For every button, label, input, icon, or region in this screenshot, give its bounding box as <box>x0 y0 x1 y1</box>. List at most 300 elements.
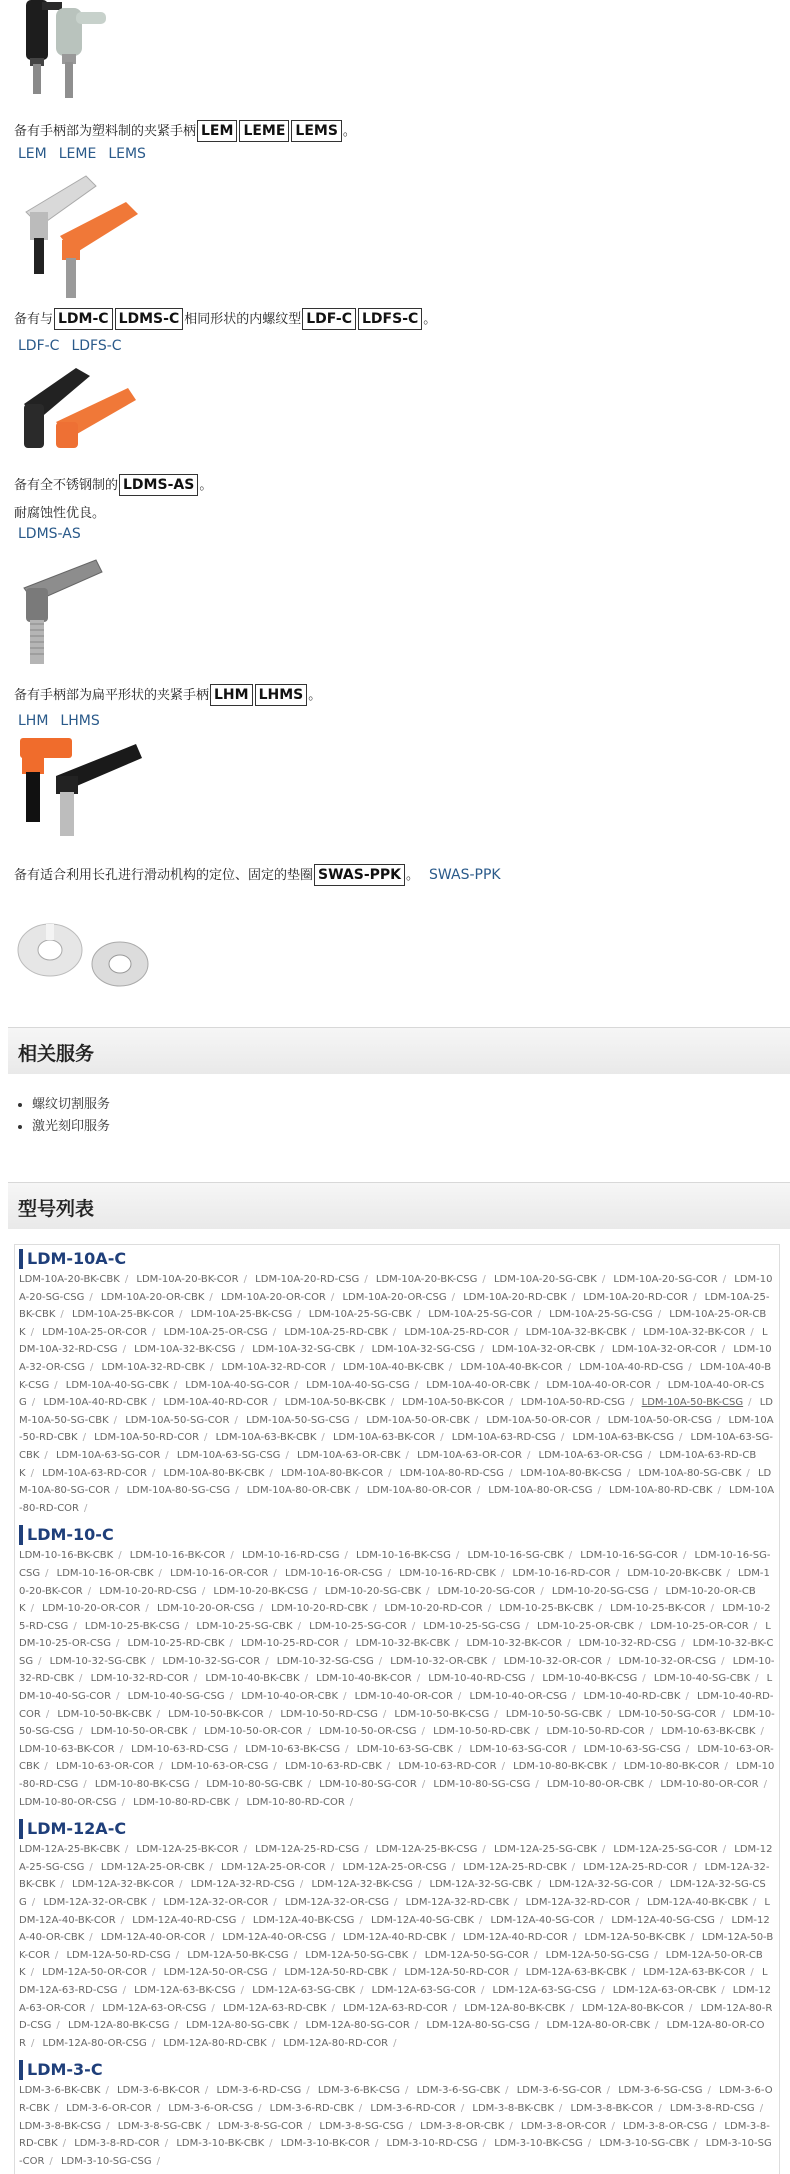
model-code-link[interactable]: LDM-10A-63-BK-COR <box>332 1432 436 1444</box>
model-code-link[interactable]: LDM-12A-80-SG-CSG <box>426 2020 530 2032</box>
lhm-link[interactable]: LHM <box>18 713 49 729</box>
model-code-link[interactable]: LDM-3-10-BK-CBK <box>176 2138 265 2150</box>
model-code-link[interactable]: LDM-10A-20-OR-CSG <box>342 1291 447 1303</box>
model-code-link[interactable]: LDM-10A-50-OR-COR <box>486 1414 592 1426</box>
model-code-link[interactable]: LDM-10-80-BK-COR <box>623 1761 720 1773</box>
model-code-link[interactable]: LDM-10A-40-BK-COR <box>460 1361 563 1373</box>
model-code-link[interactable]: LDM-3-10-SG-COR <box>19 2138 772 2167</box>
model-code-link[interactable]: LDM-12A-63-OR-COR <box>19 1984 771 2014</box>
model-code-link[interactable]: LDM-10-25-SG-COR <box>309 1620 407 1632</box>
model-code-link[interactable]: LDM-12A-32-SG-CBK <box>429 1879 533 1891</box>
model-code-link[interactable]: LDM-10A-63-SG-COR <box>55 1449 161 1461</box>
model-code-link[interactable]: LDM-12A-80-RD-CBK <box>163 2037 267 2049</box>
model-code-link[interactable]: LDM-10-32-SG-COR <box>162 1655 261 1667</box>
model-code-link[interactable]: LDM-12A-25-OR-CBK <box>100 1861 205 1873</box>
model-code-link[interactable]: LDM-12A-80-RD-COR <box>283 2037 389 2049</box>
model-code-link[interactable]: LDM-10-20-OR-CBK <box>19 1585 756 1615</box>
model-code-link[interactable]: LDM-10A-40-OR-CSG <box>19 1379 765 1409</box>
model-code-link[interactable]: LDM-10A-50-RD-CBK <box>19 1414 774 1444</box>
model-code-link[interactable]: LDM-12A-25-BK-COR <box>136 1844 239 1856</box>
model-code-link[interactable]: LDM-10-80-OR-CSG <box>19 1796 117 1808</box>
model-code-link[interactable]: LDM-10-80-OR-COR <box>660 1779 759 1791</box>
ldfs-c-tag[interactable]: LDFS-C <box>358 308 422 330</box>
model-code-link[interactable]: LDM-3-10-SG-CSG <box>60 2155 152 2167</box>
model-code-link[interactable]: LDM-10-20-OR-CSG <box>156 1603 255 1615</box>
model-code-link[interactable]: LDM-10-63-OR-CBK <box>19 1743 774 1773</box>
model-code-link[interactable]: LDM-12A-50-RD-COR <box>404 1967 510 1979</box>
model-code-link[interactable]: LDM-12A-80-RD-CSG <box>19 2002 773 2032</box>
model-code-link[interactable]: LDM-12A-25-RD-CBK <box>463 1861 567 1873</box>
model-code-link[interactable]: LDM-10-25-BK-CBK <box>499 1603 594 1615</box>
model-code-link[interactable]: LDM-10-25-BK-COR <box>610 1603 706 1615</box>
model-code-link[interactable]: LDM-10-40-SG-CBK <box>653 1673 751 1685</box>
model-code-link[interactable]: LDM-12A-63-RD-CBK <box>222 2002 327 2014</box>
lhms-tag[interactable]: LHMS <box>255 684 308 706</box>
model-code-link[interactable]: LDM-3-6-BK-CSG <box>317 2085 400 2097</box>
model-code-link[interactable]: LDM-12A-32-OR-COR <box>163 1897 269 1908</box>
leme-tag[interactable]: LEME <box>239 120 289 142</box>
model-code-link[interactable]: LDM-10-50-BK-COR <box>168 1708 264 1720</box>
ldms-c-tag[interactable]: LDMS-C <box>115 308 184 330</box>
model-code-link[interactable]: LDM-10A-25-SG-COR <box>428 1309 533 1321</box>
model-code-link[interactable]: LDM-10A-32-RD-CBK <box>101 1361 205 1373</box>
model-code-link[interactable]: LDM-3-6-OR-COR <box>66 2102 152 2114</box>
model-code-link[interactable]: LDM-3-8-OR-CBK <box>420 2120 505 2132</box>
model-code-link[interactable]: LDM-10-40-OR-CSG <box>469 1691 568 1703</box>
model-code-link[interactable]: LDM-3-10-SG-CBK <box>599 2138 690 2150</box>
model-code-link[interactable]: LDM-10-80-BK-CSG <box>94 1779 190 1791</box>
model-code-link[interactable]: LDM-12A-80-OR-COR <box>19 2020 765 2049</box>
model-code-link[interactable]: LDM-3-8-BK-COR <box>570 2102 654 2114</box>
model-code-link[interactable]: LDM-10A-63-BK-CSG <box>572 1432 674 1444</box>
lems-link[interactable]: LEMS <box>108 146 146 162</box>
model-code-link[interactable]: LDM-10-32-SG-CBK <box>49 1655 146 1667</box>
model-group-title[interactable]: LDM-12A-C <box>19 1819 775 1839</box>
model-code-link[interactable]: LDM-10A-50-SG-COR <box>125 1414 230 1426</box>
model-code-link[interactable]: LDM-12A-25-OR-COR <box>220 1861 326 1873</box>
model-code-link[interactable]: LDM-10-40-BK-CSG <box>542 1673 638 1685</box>
model-code-link[interactable]: LDM-10-50-BK-CSG <box>394 1708 490 1720</box>
model-code-link[interactable]: LDM-10A-40-SG-COR <box>185 1379 290 1391</box>
model-code-link[interactable]: LDM-12A-40-RD-COR <box>463 1932 568 1944</box>
model-code-link[interactable]: LDM-10A-25-SG-CBK <box>308 1309 412 1321</box>
model-code-link[interactable]: LDM-10A-80-RD-COR <box>19 1485 775 1514</box>
lhms-link[interactable]: LHMS <box>60 713 100 729</box>
model-code-link[interactable]: LDM-10-16-BK-CBK <box>19 1550 114 1562</box>
model-code-link[interactable]: LDM-12A-40-OR-CSG <box>222 1932 327 1944</box>
model-code-link[interactable]: LDM-10-80-OR-CBK <box>546 1779 644 1791</box>
model-code-link[interactable]: LDM-12A-32-BK-CSG <box>311 1879 413 1891</box>
model-code-link[interactable]: LDM-3-6-RD-CBK <box>269 2102 354 2114</box>
model-code-link[interactable]: LDM-12A-40-RD-CBK <box>343 1932 447 1944</box>
model-code-link[interactable]: LDM-12A-50-OR-CBK <box>19 1949 763 1979</box>
model-code-link[interactable]: LDM-12A-25-RD-COR <box>583 1861 689 1873</box>
model-code-link[interactable]: LDM-12A-50-OR-COR <box>42 1967 148 1979</box>
model-code-link[interactable]: LDM-10A-40-RD-COR <box>163 1397 269 1409</box>
model-code-link[interactable]: LDM-12A-63-OR-CBK <box>612 1984 717 1996</box>
model-code-link[interactable]: LDM-10-40-SG-CSG <box>127 1691 225 1703</box>
model-code-link[interactable]: LDM-12A-63-OR-CSG <box>102 2002 207 2014</box>
model-code-link[interactable]: LDM-10-25-OR-CSG <box>19 1620 771 1650</box>
model-code-link[interactable]: LDM-10-40-OR-CBK <box>241 1691 339 1703</box>
model-code-link[interactable]: LDM-10A-32-OR-COR <box>611 1344 717 1356</box>
model-code-link[interactable]: LDM-10A-50-SG-CSG <box>246 1414 350 1426</box>
model-code-link[interactable]: LDM-3-6-RD-CSG <box>216 2085 302 2097</box>
model-code-link[interactable]: LDM-10A-25-OR-COR <box>42 1326 148 1338</box>
model-code-link[interactable]: LDM-10-40-BK-CBK <box>205 1673 300 1685</box>
model-code-link[interactable]: LDM-12A-80-BK-CBK <box>464 2002 566 2014</box>
model-code-link[interactable]: LDM-12A-32-OR-CBK <box>43 1897 147 1908</box>
model-code-link[interactable]: LDM-10A-50-SG-CBK <box>19 1397 773 1426</box>
model-code-link[interactable]: LDM-10A-80-RD-CSG <box>399 1467 504 1479</box>
model-code-link[interactable]: LDM-10-40-RD-COR <box>19 1691 774 1720</box>
model-code-link[interactable]: LDM-10A-63-BK-CBK <box>215 1432 317 1444</box>
model-code-link[interactable]: LDM-10-63-BK-CSG <box>245 1743 341 1755</box>
model-code-link[interactable]: LDM-10-16-RD-CSG <box>241 1550 340 1562</box>
model-code-link[interactable]: LDM-10-20-SG-CBK <box>324 1585 422 1597</box>
model-code-link[interactable]: LDM-10A-32-BK-COR <box>643 1326 746 1338</box>
model-code-link[interactable]: LDM-10-20-OR-COR <box>42 1603 141 1615</box>
model-code-link[interactable]: LDM-10A-20-SG-CBK <box>493 1274 597 1285</box>
model-code-link[interactable]: LDM-10-32-BK-COR <box>466 1638 563 1650</box>
model-code-link[interactable]: LDM-10A-63-SG-CBK <box>19 1432 774 1461</box>
model-code-link[interactable]: LDM-10A-25-SG-CSG <box>549 1309 653 1321</box>
model-code-link[interactable]: LDM-10-50-SG-CBK <box>505 1708 603 1720</box>
model-code-link[interactable]: LDM-10-32-OR-CSG <box>618 1655 717 1667</box>
model-code-link[interactable]: LDM-10A-80-BK-COR <box>280 1467 384 1479</box>
model-code-link[interactable]: LDM-10A-40-SG-CBK <box>65 1379 169 1391</box>
model-code-link[interactable]: LDM-10-20-BK-CBK <box>627 1567 722 1579</box>
model-code-link[interactable]: LDM-10A-32-BK-CBK <box>525 1326 627 1338</box>
model-code-link[interactable]: LDM-10-63-SG-COR <box>469 1743 568 1755</box>
model-code-link[interactable]: LDM-10-20-BK-COR <box>19 1567 770 1597</box>
model-code-link[interactable]: LDM-10-20-RD-COR <box>384 1603 483 1615</box>
model-code-link[interactable]: LDM-12A-40-OR-CBK <box>19 1914 770 1944</box>
model-code-link[interactable]: LDM-10A-25-BK-CSG <box>190 1309 293 1321</box>
model-code-link[interactable]: LDM-12A-40-RD-CSG <box>132 1914 237 1926</box>
model-code-link[interactable]: LDM-3-8-OR-COR <box>520 2120 607 2132</box>
model-code-link[interactable]: LDM-10-80-RD-CSG <box>19 1761 775 1791</box>
model-code-link[interactable]: LDM-12A-63-SG-CSG <box>492 1984 597 1996</box>
model-code-link[interactable]: LDM-10A-80-RD-CBK <box>609 1485 713 1497</box>
model-code-link[interactable]: LDM-10A-80-OR-CSG <box>488 1485 593 1497</box>
model-code-link[interactable]: LDM-3-8-RD-COR <box>74 2138 160 2150</box>
model-code-link[interactable]: LDM-12A-25-SG-CSG <box>19 1844 773 1873</box>
model-code-link[interactable]: LDM-10-50-OR-CBK <box>90 1726 188 1738</box>
swas-ppk-tag[interactable]: SWAS-PPK <box>314 864 405 886</box>
model-code-link[interactable]: LDM-12A-80-BK-COR <box>581 2002 685 2014</box>
model-code-link[interactable]: LDM-10A-50-BK-COR <box>402 1397 505 1409</box>
model-code-link[interactable]: LDM-12A-40-SG-COR <box>490 1914 595 1926</box>
model-code-link[interactable]: LDM-10-25-BK-CSG <box>84 1620 180 1632</box>
model-code-link[interactable]: LDM-10-40-OR-COR <box>354 1691 453 1703</box>
model-code-link[interactable]: LDM-3-8-RD-CSG <box>669 2102 755 2114</box>
model-code-link[interactable]: LDM-10-16-RD-CBK <box>399 1567 496 1579</box>
model-group-title[interactable]: LDM-3-C <box>19 2060 775 2080</box>
swas-ppk-link[interactable]: SWAS-PPK <box>429 867 501 883</box>
model-code-link[interactable]: LDM-12A-50-BK-CBK <box>584 1932 686 1944</box>
model-code-link[interactable]: LDM-10-16-OR-COR <box>170 1567 269 1579</box>
model-code-link[interactable]: LDM-10-25-SG-CBK <box>196 1620 293 1632</box>
model-code-link[interactable]: LDM-10-20-SG-CSG <box>551 1585 649 1597</box>
model-code-link[interactable]: LDM-10-40-RD-CSG <box>428 1673 526 1685</box>
model-code-link[interactable]: LDM-10A-32-BK-CSG <box>134 1344 236 1356</box>
model-code-link[interactable]: LDM-10A-25-BK-CBK <box>19 1291 770 1321</box>
service-laser-marking[interactable]: • 激光刻印服务 <box>32 1116 110 1138</box>
model-code-link[interactable]: LDM-3-6-BK-COR <box>117 2085 200 2097</box>
model-code-link[interactable]: LDM-10-25-OR-CBK <box>536 1620 634 1632</box>
model-code-link[interactable]: LDM-10-25-RD-CBK <box>127 1638 225 1650</box>
model-code-link[interactable]: LDM-10A-80-BK-CSG <box>520 1467 622 1479</box>
model-code-link[interactable]: LDM-12A-32-RD-CSG <box>190 1879 295 1891</box>
model-code-link[interactable]: LDM-10A-20-SG-COR <box>613 1274 718 1285</box>
model-code-link[interactable]: LDM-12A-80-OR-CSG <box>42 2037 147 2049</box>
model-code-link[interactable]: LDM-10-32-SG-CSG <box>276 1655 374 1667</box>
model-code-link[interactable]: LDM-10A-25-RD-CBK <box>284 1326 388 1338</box>
model-code-link[interactable]: LDM-10-40-RD-CBK <box>583 1691 681 1703</box>
model-code-link[interactable]: LDM-10-25-OR-COR <box>650 1620 749 1632</box>
model-code-link[interactable]: LDM-10-32-RD-COR <box>90 1673 189 1685</box>
lems-tag[interactable]: LEMS <box>291 120 342 142</box>
model-code-link[interactable]: LDM-10A-80-SG-COR <box>19 1467 772 1497</box>
model-code-link[interactable]: LDM-12A-50-SG-CBK <box>305 1949 409 1961</box>
model-code-link[interactable]: LDM-12A-25-SG-COR <box>613 1844 718 1856</box>
model-code-link[interactable]: LDM-10-16-RD-COR <box>512 1567 611 1579</box>
model-code-link[interactable]: LDM-10-16-BK-CSG <box>356 1550 451 1562</box>
model-code-link[interactable]: LDM-12A-63-SG-COR <box>371 1984 476 1996</box>
model-code-link[interactable]: LDM-3-6-SG-COR <box>516 2085 602 2097</box>
model-code-link[interactable]: LDM-10-25-RD-COR <box>240 1638 340 1650</box>
lem-link[interactable]: LEM <box>18 146 47 162</box>
model-code-link[interactable]: LDM-10-63-RD-COR <box>398 1761 497 1773</box>
model-code-link[interactable]: LDM-10-25-SG-CSG <box>423 1620 521 1632</box>
model-code-link[interactable]: LDM-12A-32-OR-CSG <box>284 1897 390 1908</box>
model-code-link[interactable]: LDM-10A-32-RD-CSG <box>19 1326 768 1356</box>
model-code-link[interactable]: LDM-10-63-BK-CBK <box>661 1726 756 1738</box>
model-code-link[interactable]: LDM-10A-25-BK-COR <box>71 1309 175 1321</box>
model-code-link[interactable]: LDM-10A-25-RD-COR <box>404 1326 510 1338</box>
model-code-link[interactable]: LDM-10-50-BK-CBK <box>57 1708 152 1720</box>
model-code-link[interactable]: LDM-10-16-SG-COR <box>580 1550 678 1562</box>
model-code-link[interactable]: LDM-3-6-OR-CBK <box>19 2085 773 2114</box>
model-code-link[interactable]: LDM-10A-32-SG-CSG <box>371 1344 476 1356</box>
model-code-link[interactable]: LDM-12A-63-RD-CSG <box>19 1967 768 1996</box>
model-code-link[interactable]: LDM-10-50-SG-CSG <box>19 1708 775 1738</box>
model-code-link[interactable]: LDM-12A-50-BK-CSG <box>187 1949 289 1961</box>
model-code-link[interactable]: LDM-12A-25-SG-CBK <box>493 1844 597 1856</box>
model-code-link[interactable]: LDM-10-50-RD-CBK <box>433 1726 530 1738</box>
model-code-link[interactable]: LDM-10A-80-OR-CBK <box>246 1485 351 1497</box>
model-code-link[interactable]: LDM-10-32-OR-COR <box>503 1655 603 1667</box>
model-code-link[interactable]: LDM-10A-50-BK-CBK <box>284 1397 386 1409</box>
model-code-link[interactable]: LDM-10-63-BK-COR <box>19 1743 115 1755</box>
model-code-link[interactable]: LDM-10A-40-BK-CBK <box>342 1361 444 1373</box>
model-code-link[interactable]: LDM-12A-32-SG-COR <box>548 1879 654 1891</box>
model-code-link[interactable]: LDM-10A-20-OR-CBK <box>100 1291 205 1303</box>
model-code-link[interactable]: LDM-10-63-SG-CSG <box>583 1743 681 1755</box>
model-code-link[interactable]: LDM-10A-20-OR-COR <box>220 1291 326 1303</box>
model-code-link[interactable]: LDM-10A-40-OR-CBK <box>426 1379 530 1391</box>
model-code-link[interactable]: LDM-10-63-RD-CSG <box>131 1743 229 1755</box>
model-code-link[interactable]: LDM-10-16-SG-CBK <box>467 1550 564 1562</box>
model-code-link[interactable]: LDM-12A-50-SG-CSG <box>545 1949 650 1961</box>
model-code-link[interactable]: LDM-12A-63-SG-CBK <box>252 1984 356 1996</box>
model-code-link[interactable]: LDM-10A-50-RD-COR <box>94 1432 200 1444</box>
model-code-link[interactable]: LDM-10-50-RD-CSG <box>280 1708 378 1720</box>
model-code-link[interactable]: LDM-10-16-BK-COR <box>129 1550 226 1562</box>
model-code-link[interactable]: LDM-3-6-RD-COR <box>370 2102 456 2114</box>
model-code-link[interactable]: LDM-10-50-SG-COR <box>618 1708 717 1720</box>
model-code-link[interactable]: LDM-3-6-SG-CSG <box>618 2085 703 2097</box>
model-code-link[interactable]: LDM-12A-50-RD-CBK <box>284 1967 388 1979</box>
model-code-link[interactable]: LDM-3-8-RD-CBK <box>19 2120 770 2150</box>
model-code-link[interactable]: LDM-12A-32-BK-COR <box>71 1879 175 1891</box>
model-code-link[interactable]: LDM-3-8-SG-CBK <box>117 2120 202 2132</box>
model-code-link[interactable]: LDM-10-80-SG-CSG <box>433 1779 531 1791</box>
model-code-link[interactable]: LDM-12A-40-BK-COR <box>19 1897 770 1926</box>
model-code-link[interactable]: LDM-10A-20-BK-COR <box>136 1274 239 1285</box>
ldfs-c-link[interactable]: LDFS-C <box>71 338 122 354</box>
ldm-c-tag[interactable]: LDM-C <box>54 308 113 330</box>
model-code-link[interactable]: LDM-10A-32-SG-CBK <box>252 1344 356 1356</box>
model-code-link[interactable]: LDM-10A-50-OR-CBK <box>366 1414 470 1426</box>
model-code-link[interactable]: LDM-10A-63-RD-CSG <box>451 1432 556 1444</box>
ldf-c-link[interactable]: LDF-C <box>18 338 60 354</box>
model-code-link[interactable]: LDM-3-8-BK-CSG <box>19 2120 102 2132</box>
model-code-link[interactable]: LDM-10-63-SG-CBK <box>356 1743 453 1755</box>
model-code-link[interactable]: LDM-10A-40-RD-CBK <box>43 1397 147 1409</box>
model-code-link[interactable]: LDM-3-8-SG-COR <box>217 2120 303 2132</box>
model-code-link[interactable]: LDM-12A-63-BK-COR <box>643 1967 746 1979</box>
model-code-link[interactable]: LDM-10-32-RD-CSG <box>578 1638 677 1650</box>
model-code-link[interactable]: LDM-10A-20-SG-CSG <box>19 1274 773 1303</box>
model-code-link[interactable]: LDM-10A-25-OR-CSG <box>163 1326 268 1338</box>
model-code-link[interactable]: LDM-10-50-OR-COR <box>204 1726 303 1738</box>
model-code-link[interactable]: LDM-10A-20-RD-CSG <box>255 1274 360 1285</box>
model-code-link[interactable]: LDM-10A-63-SG-CSG <box>176 1449 281 1461</box>
model-code-link[interactable]: LDM-10A-80-SG-CBK <box>638 1467 742 1479</box>
model-code-link[interactable]: LDM-12A-25-RD-CSG <box>255 1844 360 1856</box>
model-code-link[interactable]: LDM-10A-40-RD-CSG <box>579 1361 684 1373</box>
model-code-link[interactable]: LDM-10-63-RD-CBK <box>284 1761 382 1773</box>
model-code-link[interactable]: LDM-10-16-OR-CSG <box>284 1567 383 1579</box>
lem-tag[interactable]: LEM <box>197 120 237 142</box>
model-code-link[interactable]: LDM-12A-25-BK-CBK <box>19 1844 120 1856</box>
ldms-as-link[interactable]: LDMS-AS <box>18 526 81 542</box>
model-code-link[interactable]: LDM-10-40-SG-COR <box>19 1673 773 1703</box>
model-code-link[interactable]: LDM-10A-32-OR-CBK <box>491 1344 596 1356</box>
model-code-link[interactable]: LDM-10-16-SG-CSG <box>19 1550 771 1579</box>
model-code-link[interactable]: LDM-10-25-RD-CSG <box>19 1603 771 1632</box>
model-code-link[interactable]: LDM-12A-80-SG-CBK <box>186 2020 289 2032</box>
model-code-link[interactable]: LDM-10A-63-OR-CSG <box>538 1449 643 1461</box>
model-code-link[interactable]: LDM-3-10-BK-CSG <box>494 2138 583 2150</box>
model-code-link[interactable]: LDM-10A-40-SG-CSG <box>306 1379 410 1391</box>
model-code-link[interactable]: LDM-12A-40-BK-CBK <box>647 1897 748 1908</box>
lhm-tag[interactable]: LHM <box>210 684 253 706</box>
model-code-link[interactable]: LDM-10-80-SG-CBK <box>206 1779 303 1791</box>
model-code-link[interactable]: LDM-3-6-BK-CBK <box>19 2085 101 2097</box>
model-code-link[interactable]: LDM-12A-80-OR-CBK <box>546 2020 651 2032</box>
model-code-link[interactable]: LDM-10A-40-OR-COR <box>546 1379 652 1391</box>
model-code-link[interactable]: LDM-10A-80-SG-CSG <box>126 1485 231 1497</box>
ldf-c-tag[interactable]: LDF-C <box>302 308 356 330</box>
model-code-link[interactable]: LDM-12A-25-BK-CSG <box>375 1844 478 1856</box>
model-code-link[interactable]: LDM-12A-32-RD-CBK <box>405 1897 510 1908</box>
model-code-link[interactable]: LDM-10-16-OR-CBK <box>56 1567 154 1579</box>
leme-link[interactable]: LEME <box>58 146 97 162</box>
model-code-link[interactable]: LDM-10A-63-RD-COR <box>42 1467 147 1479</box>
model-group-title[interactable]: LDM-10-C <box>19 1525 775 1545</box>
model-code-link[interactable]: LDM-10-80-BK-CBK <box>513 1761 608 1773</box>
model-code-link[interactable]: LDM-12A-80-BK-CSG <box>67 2020 170 2032</box>
model-code-link[interactable]: LDM-10A-40-BK-CSG <box>19 1361 772 1391</box>
model-code-link[interactable]: LDM-10A-63-OR-COR <box>417 1449 522 1461</box>
model-group-title[interactable]: LDM-10A-C <box>19 1249 775 1269</box>
model-code-link[interactable]: LDM-12A-63-BK-CSG <box>134 1984 236 1996</box>
model-code-link[interactable]: LDM-12A-63-BK-CBK <box>525 1967 627 1979</box>
model-code-link[interactable]: LDM-10-63-OR-CSG <box>170 1761 269 1773</box>
model-code-link[interactable]: LDM-12A-40-SG-CBK <box>370 1914 474 1926</box>
model-code-link[interactable]: LDM-12A-50-OR-CSG <box>163 1967 268 1979</box>
model-code-link[interactable]: LDM-3-6-SG-CBK <box>416 2085 501 2097</box>
model-code-link[interactable]: LDM-10-32-BK-CBK <box>355 1638 450 1650</box>
model-code-link[interactable]: LDM-10-50-OR-CSG <box>318 1726 417 1738</box>
model-code-link[interactable]: LDM-12A-50-SG-COR <box>424 1949 530 1961</box>
model-code-link[interactable]: LDM-10-20-BK-CSG <box>213 1585 309 1597</box>
model-code-link[interactable]: LDM-10-32-RD-CBK <box>19 1655 775 1685</box>
model-code-link[interactable]: LDM-10-80-RD-CBK <box>133 1796 230 1808</box>
model-code-link[interactable]: LDM-3-6-OR-CSG <box>168 2102 254 2114</box>
model-code-link[interactable]: LDM-10A-32-RD-COR <box>221 1361 327 1373</box>
model-code-link[interactable]: LDM-12A-32-SG-CSG <box>19 1879 766 1908</box>
model-code-link[interactable]: LDM-3-8-SG-CSG <box>319 2120 404 2132</box>
ldms-as-tag[interactable]: LDMS-AS <box>119 474 198 496</box>
model-code-link[interactable]: LDM-10A-63-OR-CBK <box>297 1449 401 1461</box>
model-code-link[interactable]: LDM-10A-80-BK-CBK <box>163 1467 265 1479</box>
model-code-link[interactable]: LDM-3-10-BK-COR <box>280 2138 370 2150</box>
model-code-link[interactable]: LDM-10A-20-BK-CBK <box>19 1274 120 1285</box>
model-code-link[interactable]: LDM-12A-32-BK-CBK <box>19 1861 770 1891</box>
model-code-link[interactable]: LDM-3-8-OR-CSG <box>623 2120 708 2132</box>
model-code-link[interactable]: LDM-10-40-BK-COR <box>316 1673 412 1685</box>
model-code-link[interactable]: LDM-3-8-BK-CBK <box>472 2102 554 2114</box>
model-code-link[interactable]: LDM-10A-20-RD-COR <box>583 1291 689 1303</box>
service-thread-cutting[interactable]: • 螺纹切割服务 <box>32 1094 110 1116</box>
model-code-link[interactable]: LDM-12A-32-RD-COR <box>525 1897 631 1908</box>
model-code-link[interactable]: LDM-3-10-RD-CSG <box>386 2138 478 2150</box>
model-code-link[interactable]: LDM-10A-63-RD-CBK <box>19 1449 757 1479</box>
model-code-link[interactable]: LDM-10A-20-RD-CBK <box>463 1291 567 1303</box>
model-code-link[interactable]: LDM-12A-50-RD-CSG <box>66 1949 171 1961</box>
model-code-link[interactable]: LDM-12A-40-OR-COR <box>100 1932 206 1944</box>
model-code-link[interactable]: LDM-10-32-OR-CBK <box>390 1655 488 1667</box>
model-code-link[interactable]: LDM-12A-40-BK-CSG <box>252 1914 355 1926</box>
model-code-link[interactable]: LDM-10A-50-OR-CSG <box>607 1414 712 1426</box>
model-code-link[interactable]: LDM-10-80-SG-COR <box>319 1779 417 1791</box>
model-code-link[interactable]: LDM-10A-80-OR-COR <box>366 1485 472 1497</box>
model-code-link[interactable]: LDM-10-20-SG-COR <box>437 1585 536 1597</box>
model-code-link[interactable]: LDM-12A-80-SG-COR <box>305 2020 410 2032</box>
model-code-link[interactable]: LDM-10-50-RD-COR <box>546 1726 645 1738</box>
model-code-link[interactable]: LDM-10-63-OR-COR <box>55 1761 155 1773</box>
model-code-link[interactable]: LDM-12A-63-RD-COR <box>343 2002 448 2014</box>
model-code-link[interactable]: LDM-10-80-RD-COR <box>246 1796 345 1808</box>
model-code-link[interactable]: LDM-12A-50-BK-COR <box>19 1932 774 1961</box>
model-code-link[interactable]: LDM-10-32-BK-CSG <box>19 1638 774 1667</box>
model-code-link[interactable]: LDM-10A-20-BK-CSG <box>375 1274 478 1285</box>
model-code-link[interactable]: LDM-12A-40-SG-CSG <box>611 1914 715 1926</box>
